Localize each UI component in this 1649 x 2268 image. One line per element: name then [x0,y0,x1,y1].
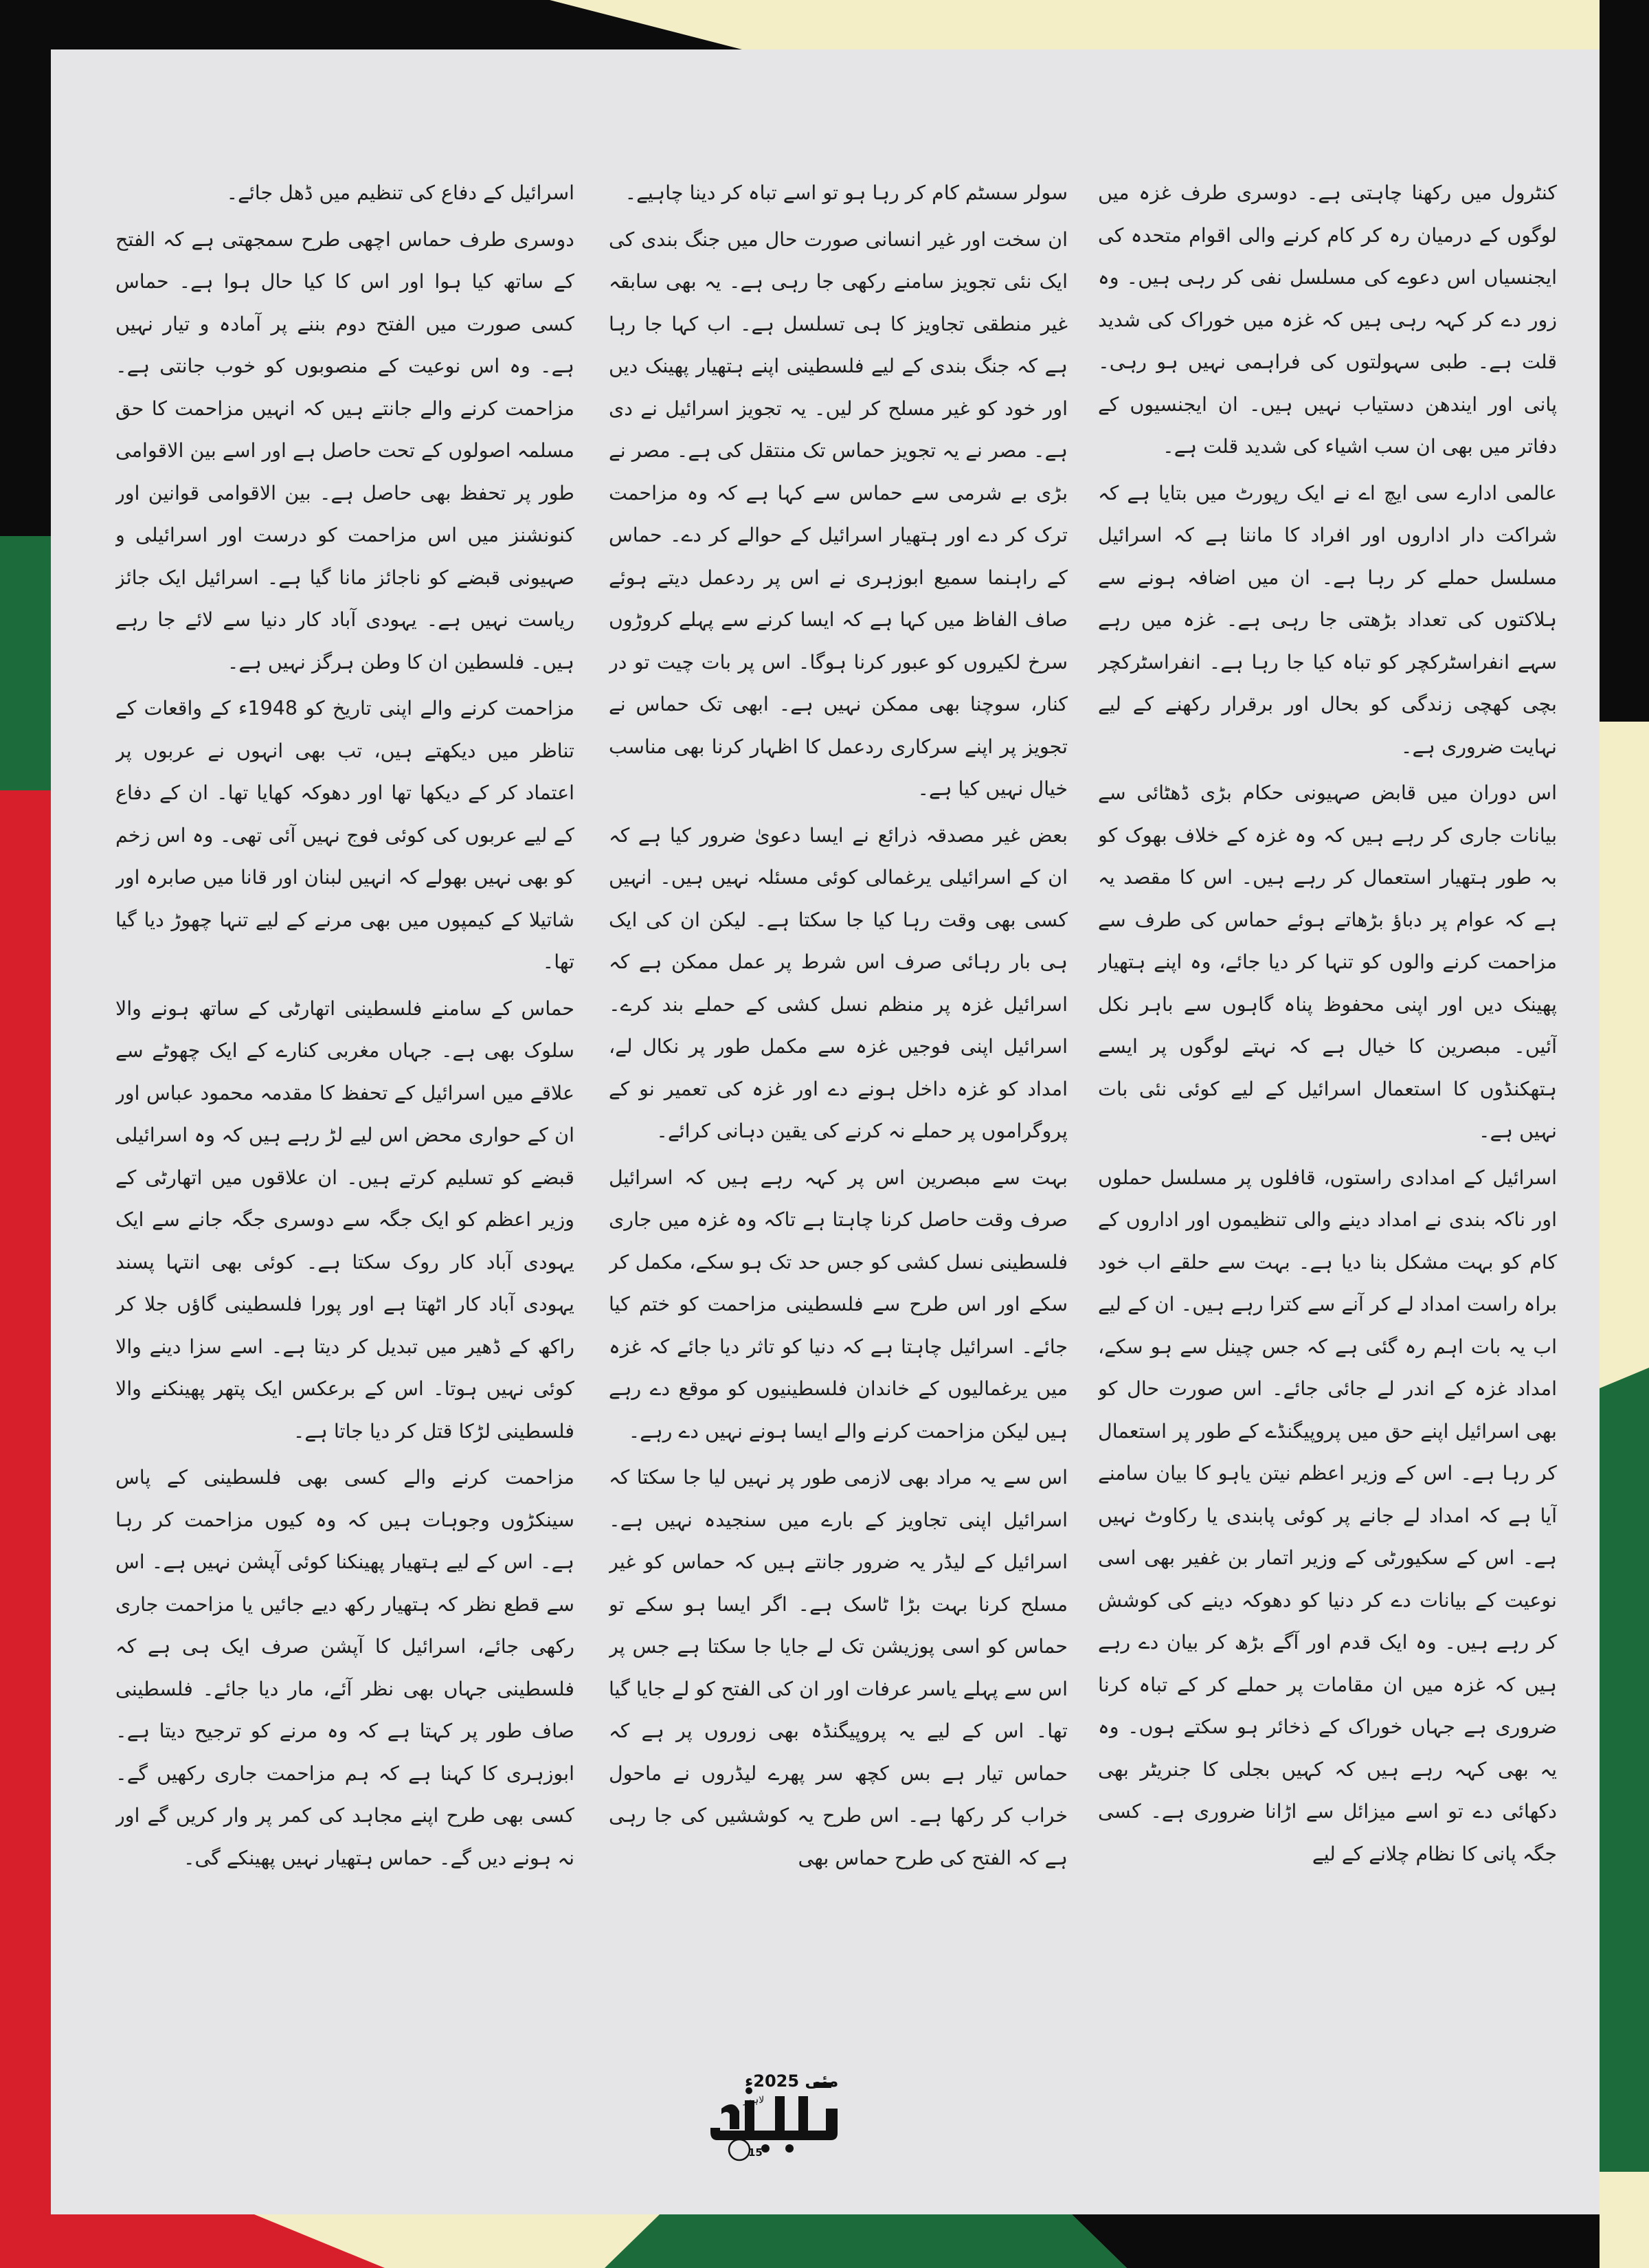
paragraph: بعض غیر مصدقہ ذرائع نے ایسا دعویٰ ضرور کیا ہے کہ ان کے اسرائیلی یرغمالی کوئی مسئلہ نہیں ہیں۔ انہیں کسی بھی وقت رہا کیا جا سکتا ہے۔ لیکن ان کی ایک ہی بار رہائی صرف اس شرط پر عمل ممکن ہے کہ اسرائیل غزہ پر منظم نسل کشی کے حملے بند کرے۔ اسرائیل اپنی فوجیں غزہ سے مکمل طور پر نکال لے، امداد کو غزہ داخل ہونے دے اور غزہ کی تعمیر نو کے پروگراموں پر حملے نہ کرنے کی یقین دہانی کرائے۔ [609,823,1068,1142]
paragraph: اسرائیل کے امدادی راستوں، قافلوں پر مسلسل حملوں اور ناکہ بندی نے امداد دینے والی تنظیموں اور اداروں کے کام کو بہت مشکل بنا دیا ہے۔ بہت سے حلقے اب خود براہ راست امداد لے کر آنے سے کترا رہے ہیں۔ ان کے لیے اب یہ بات اہم رہ گئی ہے کہ جس چینل سے ہو سکے، امداد غزہ کے اندر لے جائی جائے۔ اس صورت حال کو بھی اسرائیل اپنے حق میں پروپیگنڈے کے طور پر استعمال کر رہا ہے۔ اس کے وزیر اعظم نیتن یاہو کا بیان سامنے آیا ہے کہ امداد لے جانے پر کوئی پابندی یا رکاوٹ نہیں ہے۔ اس کے سکیورٹی کے وزیر اتمار بن غفیر بھی اسی نوعیت کے بیانات دے کر دنیا کو دھوکہ دینے کی کوشش کر رہے ہیں۔ وہ ایک قدم اور آگے بڑھ کر بیان دے رہے ہیں کہ غزہ میں ان مقامات پر حملے کر کے تباہ کرنا ضروری ہے جہاں خوراک کے ذخائر ہو سکتے ہوں۔ وہ یہ بھی کہہ رہے ہیں کہ کہیں بجلی کا جنریٹر بھی دکھائی دے تو اسے میزائل سے اڑانا ضروری ہے۔ کسی جگہ پانی کا نظام چلانے کے لیے [1098,1166,1557,1865]
paragraph: اس دوران میں قابض صہیونی حکام بڑی ڈھٹائی سے بیانات جاری کر رہے ہیں کہ وہ غزہ کے خلاف بھوک کو بہ طور ہتھیار استعمال کر رہے ہیں۔ اس کا مقصد یہ ہے کہ عوام پر دباؤ بڑھاتے ہوئے حماس کی طرف سے مزاحمت کرنے والوں کو تنہا کر دیا جائے، وہ اپنے ہتھیار پھینک دیں اور اپنی محفوظ پناہ گاہوں سے باہر نکل آئیں۔ مبصرین کا خیال ہے کہ نہتے لوگوں پر ایسے ہتھکنڈوں کا استعمال اسرائیل کے لیے کوئی نئی بات نہیں ہے۔ [1098,781,1557,1142]
masthead [704,2066,848,2169]
flag-black-band-left [0,0,51,536]
paragraph: ان سخت اور غیر انسانی صورت حال میں جنگ بندی کی ایک نئی تجویز سامنے رکھی جا رہی ہے۔ یہ بھی سابقہ غیر منطقی تجاویز کا ہی تسلسل ہے۔ اب کہا جا رہا ہے کہ جنگ بندی کے لیے فلسطینی اپنے ہتھیار پھینک دیں اور خود کو غیر مسلح کر لیں۔ یہ تجویز اسرائیل نے دی ہے۔ مصر نے یہ تجویز حماس تک منتقل کی ہے۔ مصر نے بڑی بے شرمی سے حماس سے کہا ہے کہ وہ مزاحمت ترک کر دے اور ہتھیار اسرائیل کے حوالے کر دے۔ حماس کے راہنما سمیع ابوزہری نے اس پر ردعمل دیتے ہوئے صاف الفاظ میں کہا ہے کہ ایسا کرنے سے پہلے کروڑوں سرخ لکیروں کو عبور کرنا ہوگا۔ اس پر بات چیت تو در کنار، سوچنا بھی ممکن نہیں ہے۔ ابھی تک حماس نے تجویز پر اپنے سرکاری ردعمل کا اظہار کرنا بھی مناسب خیال نہیں کیا ہے۔ [609,227,1068,800]
page-number: 15 [748,2146,763,2159]
paragraph: عالمی ادارے سی ایچ اے نے ایک رپورٹ میں بتایا ہے کہ شراکت دار اداروں اور افراد کا ماننا ہے کہ اسرائیل مسلسل حملے کر رہا ہے۔ ان میں اضافہ ہونے سے ہلاکتوں کی تعداد بڑھتی جا رہی ہے۔ غزہ میں رہے سہے انفراسٹرکچر کو تباہ کیا جا رہا ہے۔ انفراسٹرکچر بچی کھچی زندگی کو بحال اور برقرار رکھنے کے لیے نہایت ضروری ہے۔ [1098,481,1557,758]
text-column-left [115,172,574,2165]
paragraph: کنٹرول میں رکھنا چاہتی ہے۔ دوسری طرف غزہ میں لوگوں کے درمیان رہ کر کام کرنے والی اقوام متحدہ کی ایجنسیاں اس دعوے کی مسلسل نفی کر رہی ہیں۔ وہ زور دے کر کہہ رہی ہیں کہ غزہ میں خوراک کی شدید قلت ہے۔ طبی سہولتوں کی فراہمی نہیں ہو رہی۔ پانی اور ایندھن دستیاب نہیں ہیں۔ ان ایجنسیوں کے دفاتر میں بھی ان سب اشیاء کی شدید قلت ہے۔ [1098,181,1557,458]
paragraph: سولر سسٹم کام کر رہا ہو تو اسے تباہ کر دینا چاہیے۔ [625,181,1068,204]
article-page [51,49,1600,2214]
flag-black-band-right [1600,0,1649,722]
edition-date: مئی 2025ء [745,2071,839,2091]
text-column-right [1098,172,1557,2165]
flag-red-band-left [0,790,51,2268]
paragraph: اسرائیل کے دفاع کی تنظیم میں ڈھل جائے۔ [226,181,574,204]
flag-green-band-right [1600,1368,1649,2172]
paragraph: حماس کے سامنے فلسطینی اتھارٹی کے ساتھ ہونے والا سلوک بھی ہے۔ جہاں مغربی کنارے کے ایک چھوٹے سے علاقے میں اسرائیل کے تحفظ کا مقدمہ محمود عباس اور ان کے حواری محض اس لیے لڑ رہے ہیں کہ وہ اسرائیلی قبضے کو تسلیم کرتے ہیں۔ ان علاقوں میں اتھارٹی کے وزیر اعظم کو ایک جگہ سے دوسری جگہ جانے سے ایک یہودی آباد کار روک سکتا ہے۔ کوئی بھی انتہا پسند یہودی آباد کار اٹھتا ہے اور پورا فلسطینی گاؤں جلا کر راکھ کے ڈھیر میں تبدیل کر دیتا ہے۔ اسے سزا دینے والا کوئی نہیں ہوتا۔ اس کے برعکس ایک پتھر پھینکنے والا فلسطینی لڑکا قتل کر دیا جاتا ہے۔ [115,997,574,1443]
edition-city: لاہور [743,2095,765,2106]
flag-black-band-bottom [1072,2214,1600,2268]
paragraph: دوسری طرف حماس اچھی طرح سمجھتی ہے کہ الفتح کے ساتھ کیا ہوا اور اس کا کیا حال ہوا ہے۔ حماس کسی صورت میں الفتح دوم بننے پر آمادہ و تیار نہیں ہے۔ وہ اس نوعیت کے منصوبوں کو خوب جانتی ہے۔ مزاحمت کرنے والے جانتے ہیں کہ انہیں مزاحمت کا حق مسلمہ اصولوں کے تحت حاصل ہے اور اسے بین الاقوامی طور پر تحفظ بھی حاصل ہے۔ بین الاقوامی قوانین اور کنونشنز میں اس مزاحمت کو درست اور اسرائیلی و صہیونی قبضے کو ناجائز مانا گیا ہے۔ اسرائیل ایک جائز ریاست نہیں ہے۔ یہودی آباد کار دنیا سے لائے جا رہے ہیں۔ فلسطین ان کا وطن ہرگز نہیں ہے۔ [115,227,574,674]
flag-green-band-left [0,536,51,790]
paragraph: مزاحمت کرنے والے کسی بھی فلسطینی کے پاس سینکڑوں وجوہات ہیں کہ وہ کیوں مزاحمت کر رہا ہے۔ اس کے لیے ہتھیار پھینکنا کوئی آپشن نہیں ہے۔ اس سے قطع نظر کہ ہتھیار رکھ دیے جائیں یا مزاحمت جاری رکھی جائے، اسرائیل کا آپشن صرف ایک ہی ہے کہ فلسطینی جہاں بھی نظر آئے، مار دیا جائے۔ فلسطینی صاف طور پر کہتا ہے کہ وہ مرنے کو ترجیح دیتا ہے۔ ابوزہری کا کہنا ہے کہ ہم مزاحمت جاری رکھیں گے۔ کسی بھی طرح اپنے مجاہد کی کمر پر وار کریں گے اور نہ ہونے دیں گے۔ حماس ہتھیار نہیں پھینکے گی۔ [115,1466,574,1869]
text-column-middle [609,172,1068,2165]
paragraph: اس سے یہ مراد بھی لازمی طور پر نہیں لیا جا سکتا کہ اسرائیل اپنی تجاویز کے بارے میں سنجیدہ نہیں ہے۔ اسرائیل کے لیڈر یہ ضرور جانتے ہیں کہ حماس کو غیر مسلح کرنا بہت بڑا ٹاسک ہے۔ اگر ایسا ہو سکے تو حماس کو اسی پوزیشن تک لے جایا جا سکتا ہے جس پر اس سے پہلے یاسر عرفات اور ان کی الفتح کو لے جایا گیا تھا۔ اس کے لیے یہ پروپیگنڈہ بھی زوروں پر ہے کہ حماس تیار ہے بس کچھ سر پھرے لیڈروں نے ماحول خراب کر رکھا ہے۔ اس طرح یہ کوششیں کی جا رہی ہے کہ الفتح کی طرح حماس بھی [609,1466,1068,1869]
paragraph: مزاحمت کرنے والے اپنی تاریخ کو 1948ء کے واقعات کے تناظر میں دیکھتے ہیں، تب بھی انہوں نے عربوں پر اعتماد کر کے دیکھا تھا اور دھوکہ کھایا تھا۔ ان کے دفاع کے لیے عربوں کی کوئی فوج نہیں آئی تھی۔ وہ اس زخم کو بھی نہیں بھولے کہ انہیں لبنان اور قانا میں صابرہ اور شاتیلا کے کیمپوں میں بھی مرنے کے لیے تنہا چھوڑ دیا گیا تھا۔ [115,697,574,973]
flag-green-band-bottom [605,2214,1127,2268]
paragraph: بہت سے مبصرین اس پر کہہ رہے ہیں کہ اسرائیل صرف وقت حاصل کرنا چاہتا ہے تاکہ وہ غزہ میں جاری فلسطینی نسل کشی کو جس حد تک ہو سکے، مکمل کر سکے اور اس طرح سے فلسطینی مزاحمت کو ختم کیا جائے۔ اسرائیل چاہتا ہے کہ دنیا کو تاثر دیا جائے کہ غزہ میں یرغمالیوں کے خاندان فلسطینیوں کو موقع دے رہے ہیں لیکن مزاحمت کرنے والے ایسا ہونے نہیں دے رہے۔ [609,1166,1068,1443]
